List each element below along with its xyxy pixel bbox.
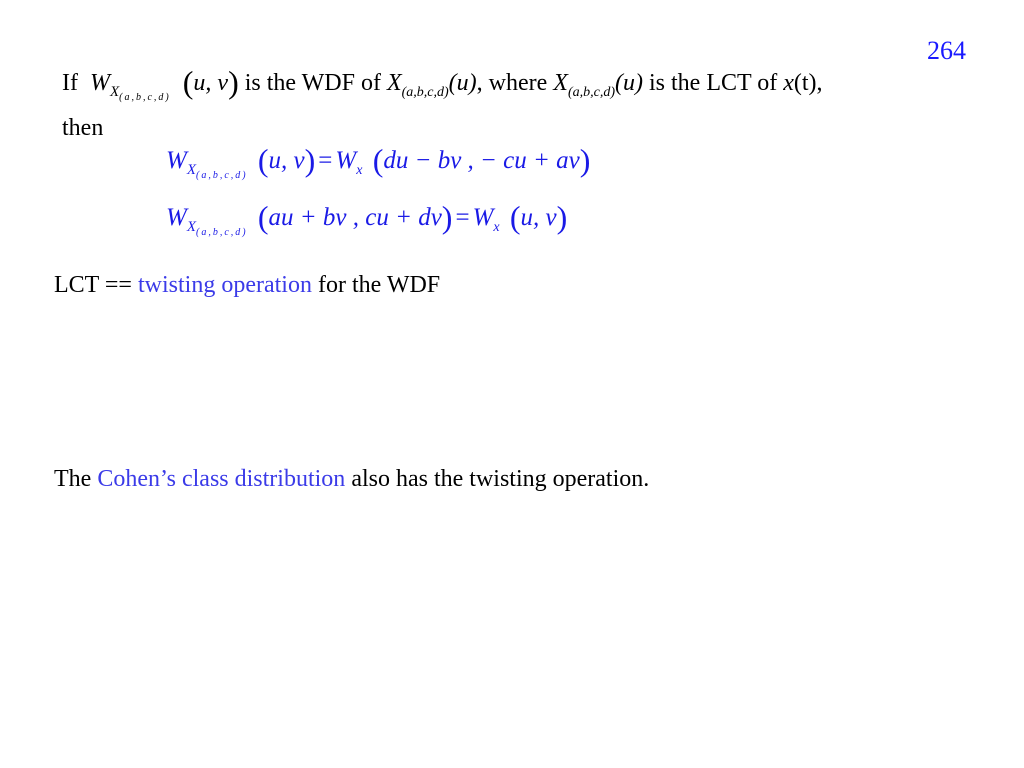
wdf-args: u, v: [193, 70, 229, 96]
eq1-rhs-args: du − bv , − cu + av: [383, 147, 580, 174]
cohen-prefix: The: [54, 466, 92, 492]
X-symbol: X: [386, 70, 402, 96]
intro-line: If $W_{X(a,b,c,d)}$ (u, v) is the WDF of $X_{(a,b,c,d)}(u)$, where $X_{(a,b,c,d)}(u)$ is the LCT of x(t),: [62, 64, 823, 103]
eq1-equals: =: [318, 147, 333, 174]
eq1-rhs-W: W: [335, 147, 357, 174]
trailing-comma: ,: [816, 70, 823, 96]
equation-2: $W_{X(a,b,c,d)}$ (au + bv , cu + $dv) = W_x$ (u, v): [166, 199, 568, 238]
X-symbol-2: X: [553, 70, 568, 96]
cohens-class-link[interactable]: Cohen’s class distribution: [97, 466, 346, 492]
X-arg-2: (u): [615, 70, 643, 96]
where-text: , where: [476, 70, 548, 96]
eq2-lhs-args: au + bv , cu + dv: [268, 204, 442, 231]
X-symbol-sub: (a,b,c,d): [401, 85, 449, 100]
eq1-rhs-sub: x: [356, 163, 363, 178]
wdf-symbol: W: [89, 70, 110, 96]
eq1-X: X: [186, 162, 196, 178]
eq1-lhs-args: u, v: [268, 147, 305, 174]
if-word: If: [62, 70, 78, 96]
wdf-symbol-sub: X: [109, 84, 120, 100]
twisting-operation-link[interactable]: twisting operation: [137, 272, 312, 298]
wdf-symbol-subsub: (a,b,c,d): [119, 92, 171, 103]
equation-1: $W_{X(a,b,c,d)}$ (u, $v) = W_x$ (du − bv , − cu + av): [166, 142, 591, 181]
eq1-W: W: [166, 147, 187, 174]
cohen-suffix: also has the twisting operation.: [351, 466, 650, 492]
eq2-rhs-args: u, v: [520, 204, 557, 231]
eq1-sub: (a,b,c,d): [196, 170, 248, 181]
eq2-X: X: [186, 219, 196, 235]
is-wdf-text: is the WDF of: [244, 70, 381, 96]
lct-prefix: LCT ==: [54, 272, 132, 298]
eq2-equals: =: [455, 204, 470, 231]
x-arg: (t): [793, 70, 817, 96]
cohen-line: [54, 466, 649, 493]
x-symbol: x: [783, 70, 794, 96]
eq2-sub: (a,b,c,d): [196, 227, 248, 238]
X-arg: (u): [448, 70, 477, 96]
page-number: 264: [927, 36, 966, 65]
eq2-rhs-sub: x: [493, 220, 500, 235]
eq2-rhs-W: W: [472, 204, 494, 231]
then-word: then: [62, 115, 104, 141]
lct-line: [54, 272, 440, 299]
X-symbol-2-sub: (a,b,c,d): [567, 85, 616, 100]
eq2-W: W: [166, 204, 187, 231]
is-lct-text: is the LCT of: [649, 70, 778, 96]
lct-suffix: for the WDF: [317, 272, 441, 298]
